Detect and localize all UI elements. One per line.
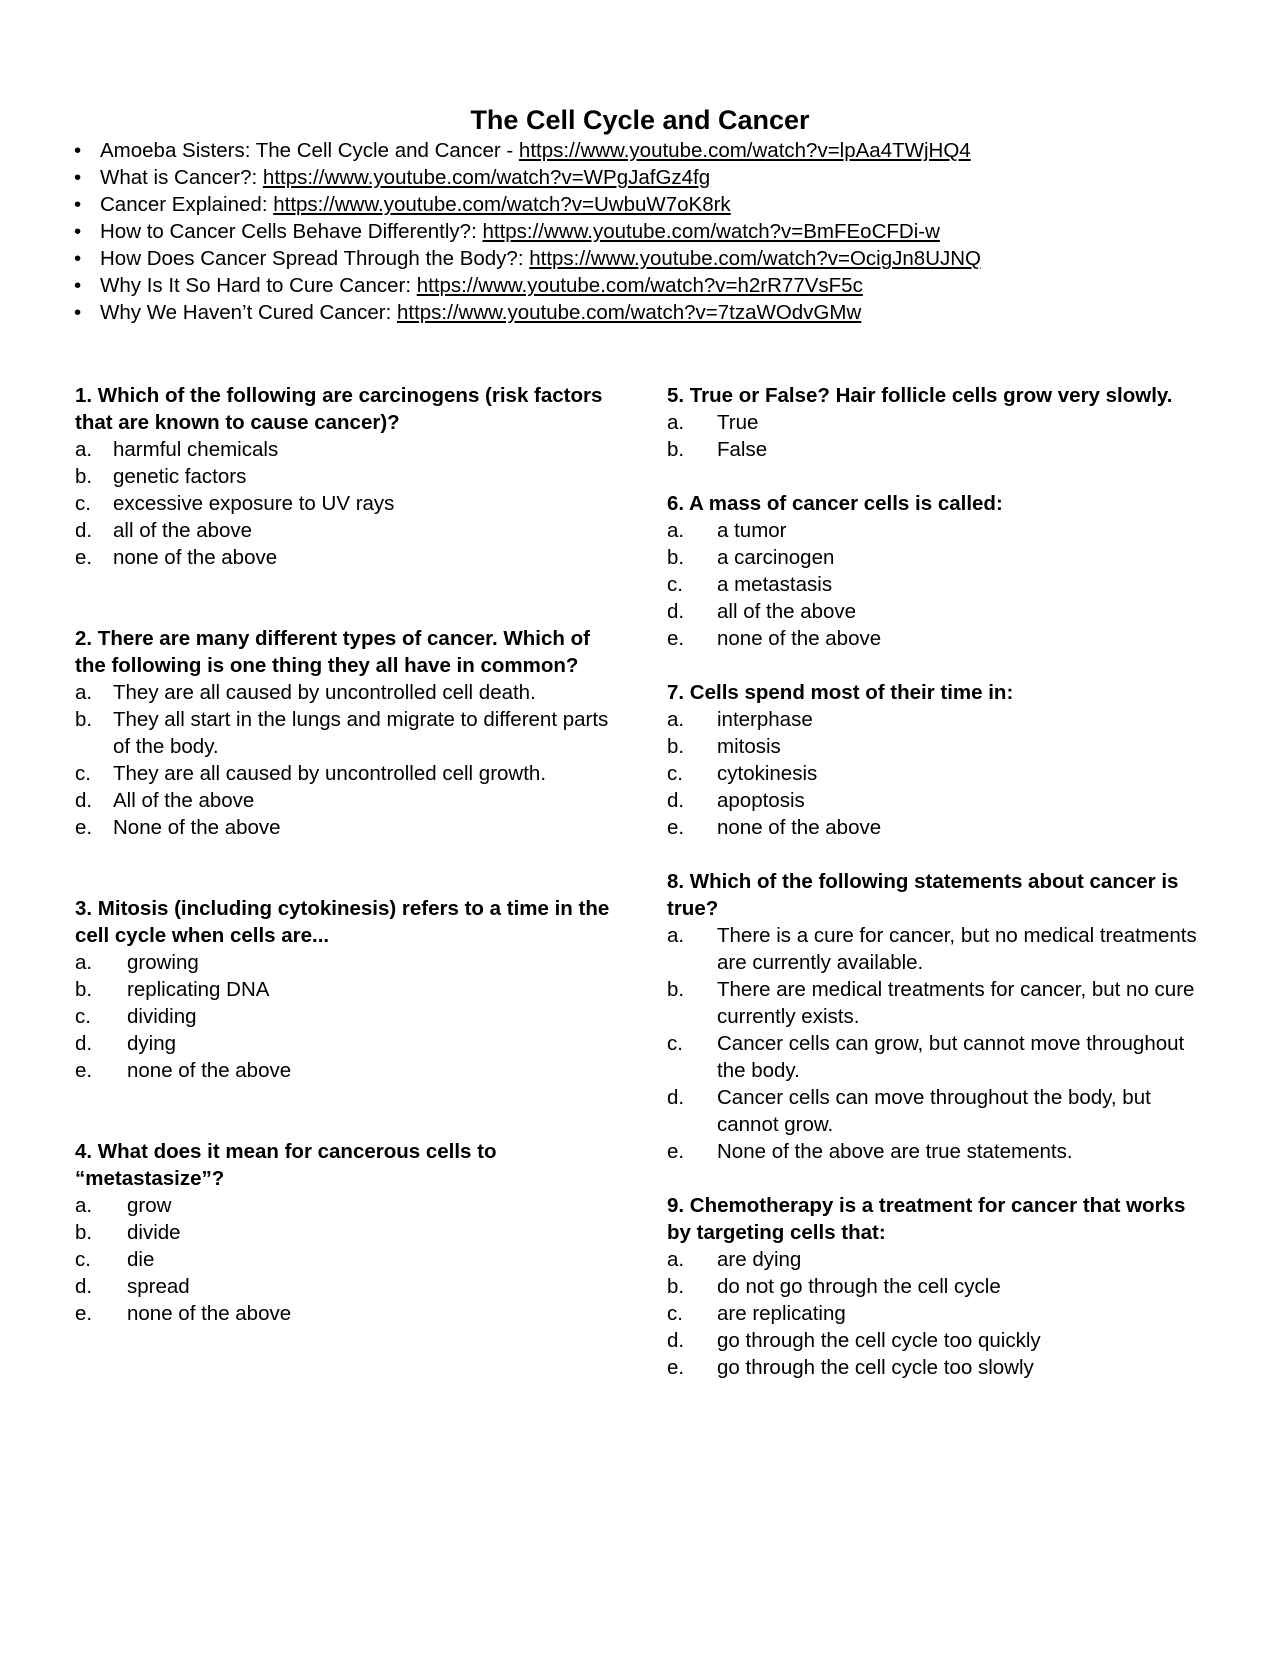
option-letter: e. [75, 1059, 93, 1082]
answer-option[interactable] [667, 436, 1212, 463]
option-letter: a. [75, 681, 93, 704]
answer-option[interactable] [667, 922, 1212, 976]
option-text: go through the cell cycle too slowly [717, 1356, 1034, 1379]
video-link[interactable]: https://www.youtube.com/watch?v=UwbuW7oK8rk [273, 193, 731, 216]
answer-option[interactable] [75, 976, 620, 1003]
option-letter: b. [75, 978, 93, 1001]
option-text: False [717, 438, 768, 461]
video-link[interactable]: https://www.youtube.com/watch?v=7tzaWOdvGMw [396, 301, 862, 324]
answer-option[interactable] [75, 679, 620, 706]
video-link[interactable]: https://www.youtube.com/watch?v=lpAa4TWjHQ4 [518, 139, 971, 162]
option-letter: c. [667, 1302, 683, 1325]
option-text: are replicating [717, 1302, 846, 1325]
option-letter: c. [75, 492, 91, 515]
left-question-column [75, 382, 620, 1354]
option-text: grow [127, 1194, 172, 1217]
option-letter: d. [667, 600, 685, 623]
answer-option[interactable] [667, 1300, 1212, 1327]
answer-option[interactable] [75, 706, 620, 760]
option-letter: c. [667, 573, 683, 596]
answer-option[interactable] [667, 409, 1212, 436]
question-2 [75, 625, 620, 841]
video-link[interactable]: https://www.youtube.com/watch?v=h2rR77VsF5c [416, 274, 863, 297]
list-item [72, 299, 1222, 326]
option-text: a tumor [717, 519, 787, 542]
answer-option[interactable] [75, 1300, 620, 1327]
answer-option[interactable] [75, 490, 620, 517]
bullet-icon: • [74, 220, 82, 243]
option-text: go through the cell cycle too quickly [717, 1329, 1041, 1352]
option-letter: d. [667, 1329, 685, 1352]
answer-option[interactable] [75, 949, 620, 976]
option-text: spread [127, 1275, 190, 1298]
option-text: Cancer cells can move throughout the body, but cannot grow. [717, 1086, 1151, 1136]
option-letter: b. [667, 546, 685, 569]
answer-option[interactable] [667, 1273, 1212, 1300]
option-letter: e. [667, 816, 685, 839]
option-text: all of the above [113, 519, 253, 542]
link-label: Why Is It So Hard to Cure Cancer: [100, 274, 417, 297]
question-8 [667, 868, 1212, 1165]
question-text: 8. Which of the following statements about cancer is true? [667, 870, 1179, 920]
option-letter: e. [75, 1302, 93, 1325]
option-letter: d. [667, 1086, 685, 1109]
option-letter: e. [75, 546, 93, 569]
question-text: 3. Mitosis (including cytokinesis) refers to a time in the cell cycle when cells are... [75, 897, 610, 947]
option-text: interphase [717, 708, 813, 731]
question-text: 7. Cells spend most of their time in: [667, 681, 1014, 704]
question-5 [667, 382, 1212, 463]
option-letter: e. [667, 1140, 685, 1163]
answer-option[interactable] [667, 1084, 1212, 1138]
option-letter: a. [667, 1248, 685, 1271]
list-item [72, 137, 1222, 164]
option-text: harmful chemicals [113, 438, 279, 461]
link-label: Why We Haven’t Cured Cancer: [100, 301, 397, 324]
answer-option[interactable] [667, 706, 1212, 733]
answer-option[interactable] [667, 1030, 1212, 1084]
option-text: Cancer cells can grow, but cannot move throughout the body. [717, 1032, 1185, 1082]
question-1 [75, 382, 620, 571]
option-text: none of the above [127, 1059, 292, 1082]
bullet-icon: • [74, 274, 82, 297]
question-text: 1. Which of the following are carcinogens (risk factors that are known to cause cancer)? [75, 384, 603, 434]
answer-option[interactable] [75, 544, 620, 571]
bullet-icon: • [74, 139, 82, 162]
option-text: none of the above [717, 627, 882, 650]
answer-option[interactable] [75, 760, 620, 787]
question-text: 5. True or False? Hair follicle cells grow very slowly. [667, 384, 1173, 407]
option-letter: a. [75, 1194, 93, 1217]
list-item [72, 218, 1222, 245]
link-label: Cancer Explained: [100, 193, 274, 216]
list-item [72, 164, 1222, 191]
option-text: mitosis [717, 735, 781, 758]
option-text: die [127, 1248, 155, 1271]
answer-option[interactable] [667, 814, 1212, 841]
answer-option[interactable] [75, 517, 620, 544]
answer-option[interactable] [667, 787, 1212, 814]
option-letter: e. [667, 627, 685, 650]
link-label: How Does Cancer Spread Through the Body?: [100, 247, 530, 270]
answer-option[interactable] [75, 1030, 620, 1057]
answer-option[interactable] [75, 814, 620, 841]
answer-option[interactable] [667, 625, 1212, 652]
link-label: Amoeba Sisters: The Cell Cycle and Cancer - [100, 139, 519, 162]
option-text: all of the above [717, 600, 857, 623]
option-text: There is a cure for cancer, but no medical treatments are currently available. [717, 924, 1197, 974]
option-letter: e. [75, 816, 93, 839]
answer-option[interactable] [667, 598, 1212, 625]
bullet-icon: • [74, 166, 82, 189]
option-letter: b. [667, 978, 685, 1001]
answer-option[interactable] [667, 1246, 1212, 1273]
video-link-list [72, 137, 1222, 326]
answer-option[interactable] [75, 463, 620, 490]
answer-option[interactable] [667, 1354, 1212, 1381]
option-letter: c. [75, 762, 91, 785]
option-text: They are all caused by uncontrolled cell growth. [113, 762, 547, 785]
question-text: 9. Chemotherapy is a treatment for cancer that works by targeting cells that: [667, 1194, 1186, 1244]
option-letter: b. [667, 735, 685, 758]
option-letter: d. [75, 789, 93, 812]
option-text: They all start in the lungs and migrate to different parts of the body. [113, 708, 609, 758]
option-letter: c. [75, 1005, 91, 1028]
answer-option[interactable] [75, 1057, 620, 1084]
option-letter: c. [667, 762, 683, 785]
option-text: are dying [717, 1248, 802, 1271]
bullet-icon: • [74, 247, 82, 270]
right-question-column [667, 382, 1212, 1408]
question-text: 4. What does it mean for cancerous cells to “metastasize”? [75, 1140, 497, 1190]
answer-option[interactable] [667, 517, 1212, 544]
video-link[interactable]: https://www.youtube.com/watch?v=OcigJn8UJNQ [529, 247, 981, 270]
option-text: apoptosis [717, 789, 805, 812]
option-letter: d. [75, 1275, 93, 1298]
option-letter: a. [667, 411, 685, 434]
answer-option[interactable] [667, 976, 1212, 1030]
answer-option[interactable] [667, 1138, 1212, 1165]
option-text: do not go through the cell cycle [717, 1275, 1001, 1298]
option-letter: c. [667, 1032, 683, 1055]
option-text: excessive exposure to UV rays [113, 492, 395, 515]
answer-option[interactable] [75, 1273, 620, 1300]
option-text: a carcinogen [717, 546, 835, 569]
option-letter: e. [667, 1356, 685, 1379]
option-text: All of the above [113, 789, 255, 812]
option-letter: d. [75, 519, 93, 542]
option-text: They are all caused by uncontrolled cell death. [113, 681, 536, 704]
answer-option[interactable] [667, 760, 1212, 787]
list-item [72, 272, 1222, 299]
answer-option[interactable] [75, 1003, 620, 1030]
option-text: divide [127, 1221, 181, 1244]
question-3 [75, 895, 620, 1084]
option-text: genetic factors [113, 465, 247, 488]
option-letter: a. [667, 708, 685, 731]
bullet-icon: • [74, 193, 82, 216]
option-text: dividing [127, 1005, 197, 1028]
option-letter: b. [75, 1221, 93, 1244]
answer-option[interactable] [667, 571, 1212, 598]
option-letter: d. [667, 789, 685, 812]
option-letter: b. [75, 708, 93, 731]
link-label: What is Cancer?: [100, 166, 263, 189]
option-text: growing [127, 951, 199, 974]
question-text: 6. A mass of cancer cells is called: [667, 492, 1003, 515]
option-text: None of the above [113, 816, 281, 839]
list-item [72, 245, 1222, 272]
list-item [72, 191, 1222, 218]
answer-option[interactable] [667, 544, 1212, 571]
question-9 [667, 1192, 1212, 1381]
question-6 [667, 490, 1212, 652]
option-letter: a. [667, 519, 685, 542]
option-text: dying [127, 1032, 177, 1055]
option-letter: a. [75, 438, 93, 461]
answer-option[interactable] [75, 787, 620, 814]
option-letter: b. [667, 438, 685, 461]
option-text: none of the above [113, 546, 278, 569]
bullet-icon: • [74, 301, 82, 324]
page-title: The Cell Cycle and Cancer [470, 105, 810, 135]
question-4 [75, 1138, 620, 1327]
option-letter: c. [75, 1248, 91, 1271]
question-7 [667, 679, 1212, 841]
link-label: How to Cancer Cells Behave Differently?: [100, 220, 483, 243]
option-text: cytokinesis [717, 762, 818, 785]
option-letter: b. [75, 465, 93, 488]
option-text: True [717, 411, 759, 434]
answer-option[interactable] [667, 1327, 1212, 1354]
option-letter: a. [667, 924, 685, 947]
answer-option[interactable] [75, 1192, 620, 1219]
option-text: none of the above [127, 1302, 292, 1325]
video-link[interactable]: https://www.youtube.com/watch?v=BmFEoCFDi-w [482, 220, 940, 243]
option-text: replicating DNA [127, 978, 270, 1001]
question-text: 2. There are many different types of cancer. Which of the following is one thing they all have in common? [75, 627, 590, 677]
option-text: none of the above [717, 816, 882, 839]
answer-option[interactable] [75, 1219, 620, 1246]
answer-option[interactable] [75, 1246, 620, 1273]
option-text: There are medical treatments for cancer, but no cure currently exists. [717, 978, 1195, 1028]
option-letter: a. [75, 951, 93, 974]
option-text: None of the above are true statements. [717, 1140, 1073, 1163]
answer-option[interactable] [667, 733, 1212, 760]
option-letter: b. [667, 1275, 685, 1298]
answer-option[interactable] [75, 436, 620, 463]
video-link[interactable]: https://www.youtube.com/watch?v=WPgJafGz4fg [262, 166, 711, 189]
option-letter: d. [75, 1032, 93, 1055]
option-text: a metastasis [717, 573, 833, 596]
